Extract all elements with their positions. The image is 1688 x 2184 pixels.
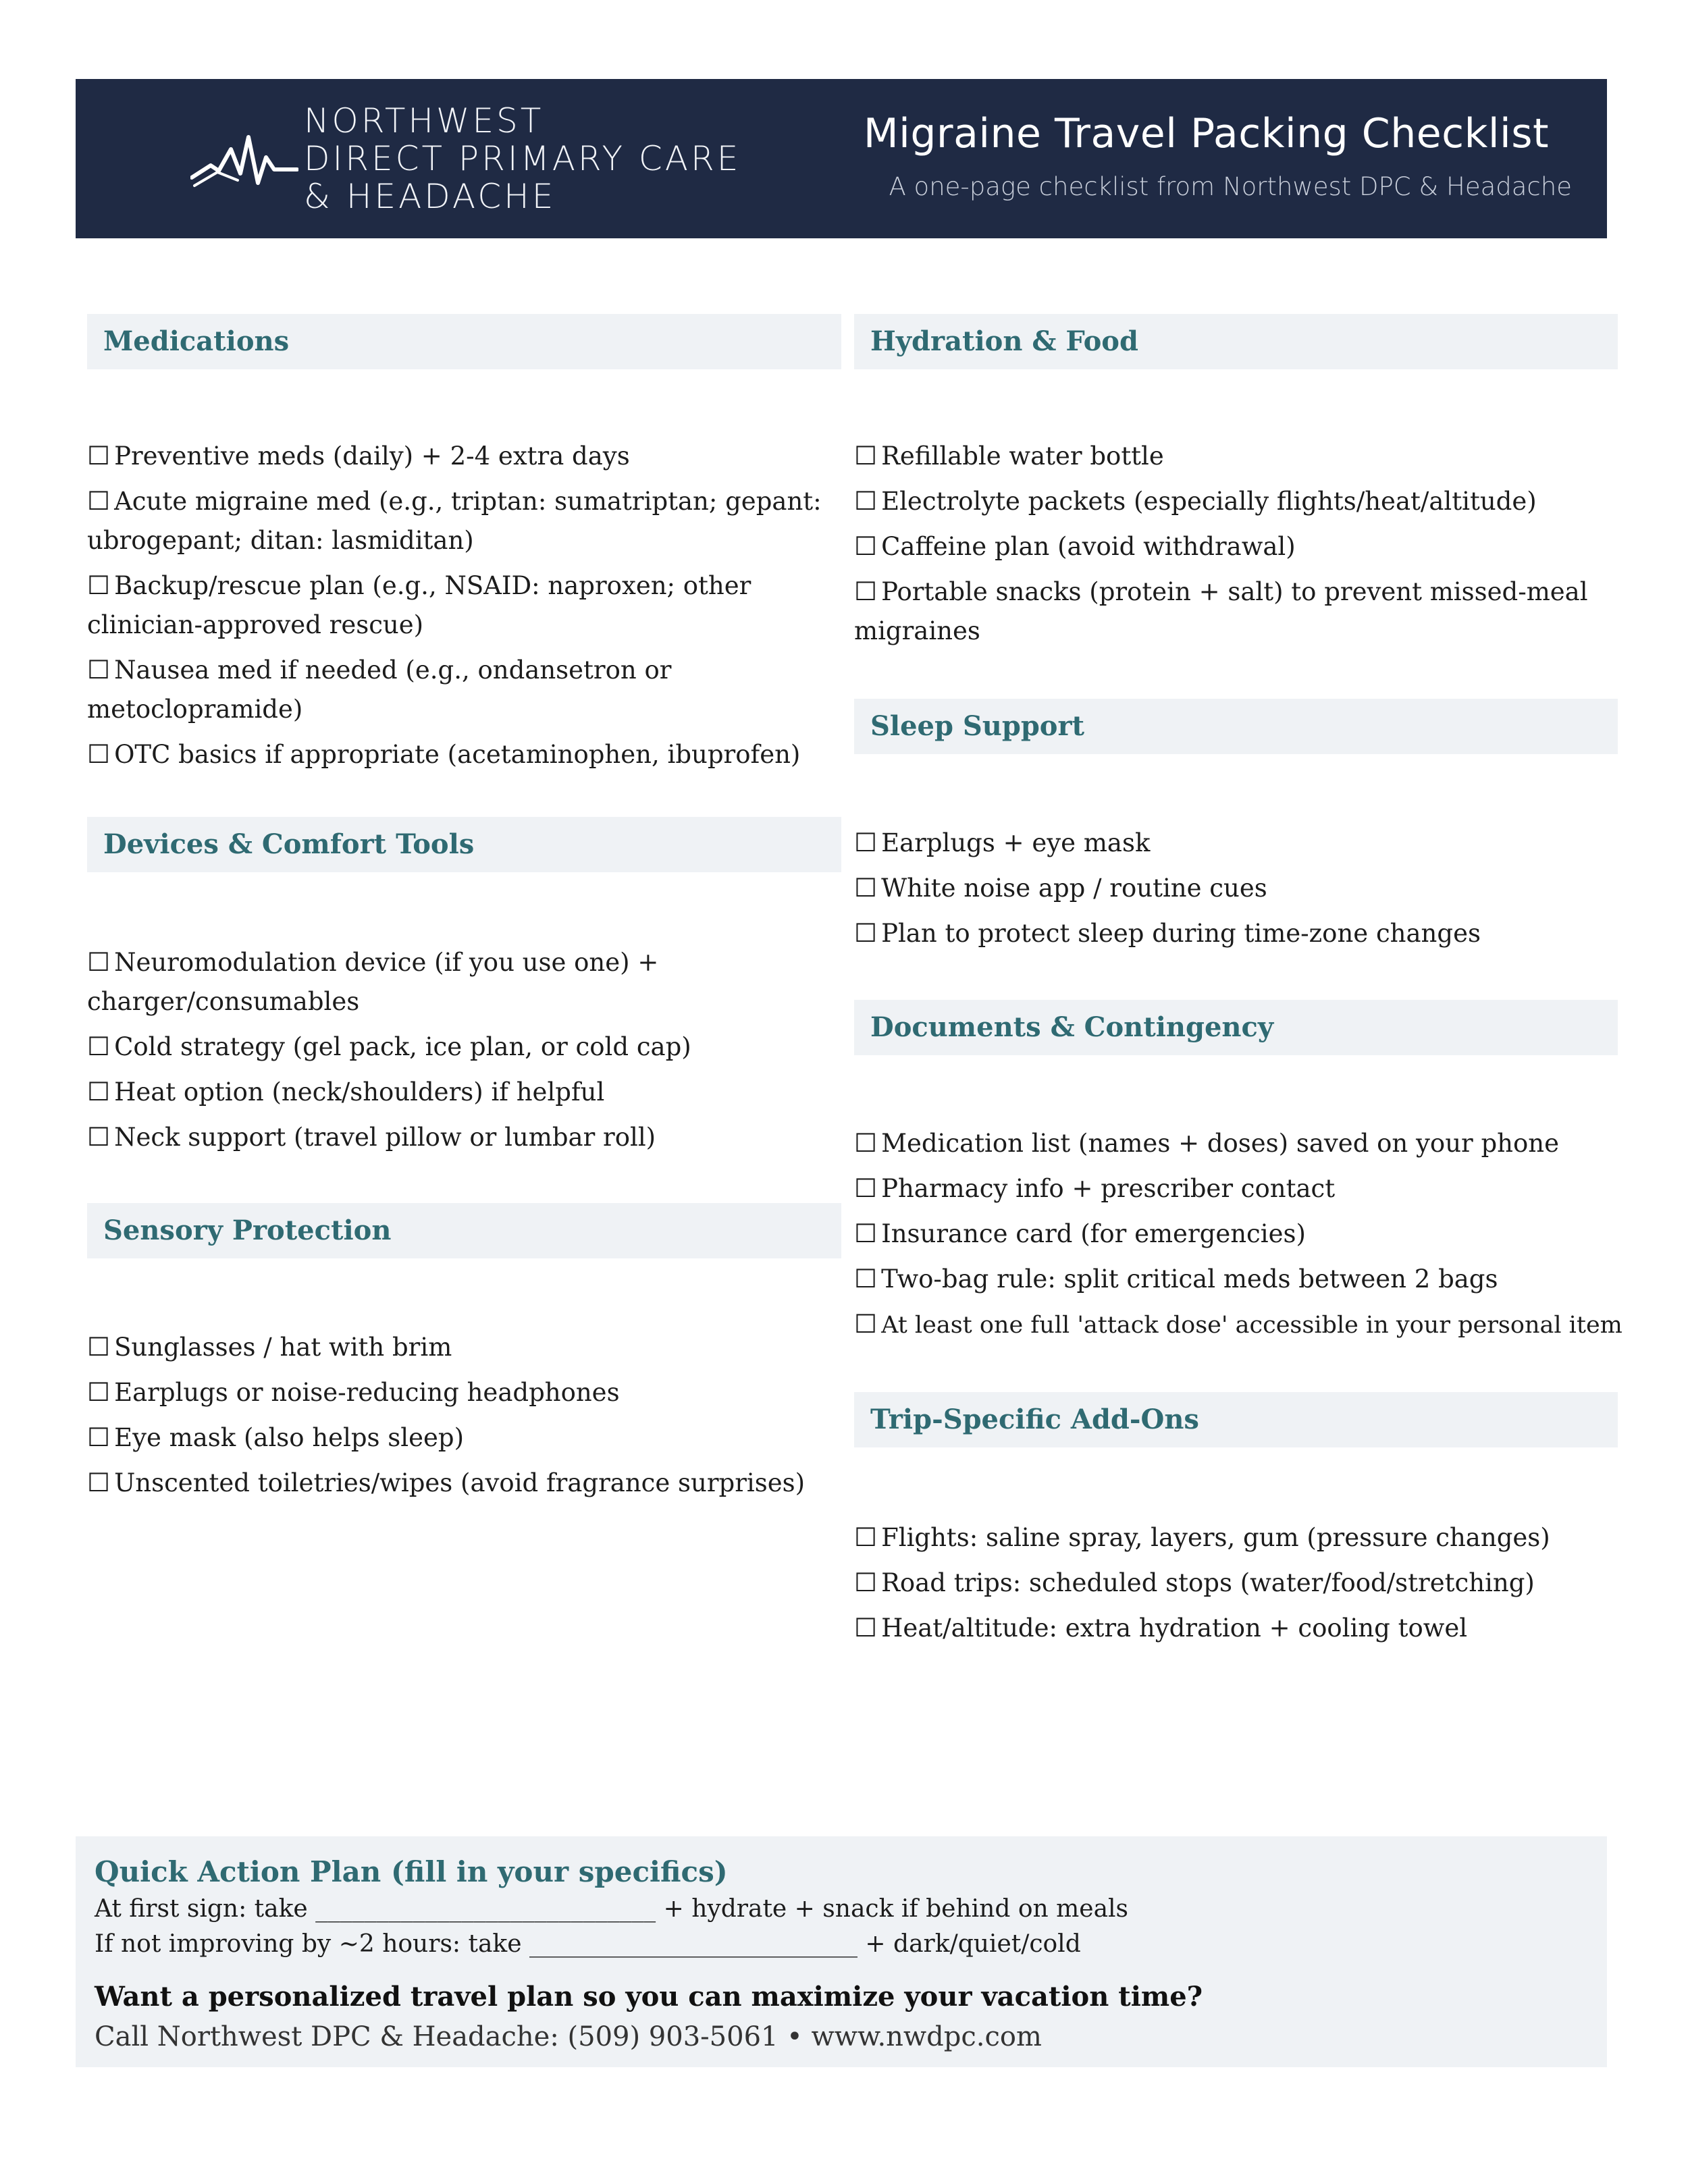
list-item[interactable]: ☐ Earplugs or noise-reducing headphones	[87, 1377, 620, 1407]
section-sleep-heading: Sleep Support	[854, 699, 1618, 754]
section-medications-heading: Medications	[87, 314, 841, 369]
list-item[interactable]: ☐ Caffeine plan (avoid withdrawal)	[854, 531, 1296, 561]
clinic-logo	[190, 102, 744, 217]
section-trip-heading: Trip-Specific Add-Ons	[854, 1392, 1618, 1447]
logo-line-3: & HEADACHE	[304, 177, 556, 216]
checkbox-icon[interactable]: ☐	[854, 1568, 878, 1597]
checkbox-icon[interactable]: ☐	[854, 1309, 878, 1339]
checkbox-icon[interactable]: ☐	[854, 531, 878, 561]
section-sensory-heading: Sensory Protection	[87, 1203, 841, 1258]
action-line-not-improving[interactable]: If not improving by ~2 hours: take ___________________________ + dark/quiet/cold	[95, 1930, 1081, 1958]
checkbox-icon[interactable]: ☐	[87, 1468, 111, 1497]
checkbox-icon[interactable]: ☐	[854, 918, 878, 948]
section-documents-heading: Documents & Contingency	[854, 1000, 1618, 1055]
list-item[interactable]: ☐ Unscented toiletries/wipes (avoid fragrance surprises)	[87, 1468, 806, 1497]
hydration-list	[854, 436, 1610, 656]
checkbox-icon[interactable]: ☐	[87, 1377, 111, 1407]
list-item[interactable]: ☐ OTC basics if appropriate (acetaminophen, ibuprofen)	[87, 739, 801, 769]
list-item[interactable]: ☐ Medication list (names + doses) saved on your phone	[854, 1128, 1559, 1158]
checkbox-icon[interactable]: ☐	[87, 1332, 111, 1362]
header-banner	[76, 79, 1607, 238]
list-item[interactable]: ☐ Sunglasses / hat with brim	[87, 1332, 452, 1362]
documents-list	[854, 1123, 1623, 1350]
devices-list	[87, 942, 830, 1163]
checkbox-icon[interactable]: ☐	[87, 441, 111, 471]
checkbox-icon[interactable]: ☐	[854, 441, 878, 471]
list-item[interactable]: ☐ Earplugs + eye mask	[854, 828, 1151, 857]
checkbox-icon[interactable]: ☐	[854, 873, 878, 903]
checkbox-icon[interactable]: ☐	[854, 1173, 878, 1203]
checkbox-icon[interactable]: ☐	[854, 1613, 878, 1643]
checkbox-icon[interactable]: ☐	[87, 1077, 111, 1107]
checkbox-icon[interactable]: ☐	[854, 828, 878, 857]
list-item[interactable]: ☐ Plan to protect sleep during time-zone changes	[854, 918, 1481, 948]
list-item[interactable]: ☐ Neuromodulation device (if you use one) + charger/consumables	[87, 947, 659, 1016]
quick-action-plan	[76, 1836, 1607, 2067]
checkbox-icon[interactable]: ☐	[87, 486, 111, 516]
list-item[interactable]: ☐ Pharmacy info + prescriber contact	[854, 1173, 1336, 1203]
list-item[interactable]: ☐ Electrolyte packets (especially flights/heat/altitude)	[854, 486, 1537, 516]
checkbox-icon[interactable]: ☐	[87, 947, 111, 977]
list-item[interactable]: ☐ Portable snacks (protein + salt) to prevent missed-meal migraines	[854, 577, 1588, 645]
list-item[interactable]: ☐ Heat option (neck/shoulders) if helpful	[87, 1077, 605, 1107]
list-item[interactable]: ☐ Two-bag rule: split critical meds between 2 bags	[854, 1264, 1498, 1294]
contact-info[interactable]: Call Northwest DPC & Headache: (509) 903-5061 • www.nwdpc.com	[95, 2021, 1042, 2052]
checkbox-icon[interactable]: ☐	[854, 577, 878, 606]
sensory-list	[87, 1327, 830, 1508]
list-item[interactable]: ☐ White noise app / routine cues	[854, 873, 1267, 903]
action-line-first-sign[interactable]: At first sign: take ____________________________ + hydrate + snack if behind on meals	[95, 1895, 1129, 1923]
list-item[interactable]: ☐ Heat/altitude: extra hydration + cooling towel	[854, 1613, 1468, 1643]
checkbox-icon[interactable]: ☐	[87, 570, 111, 600]
medications-list	[87, 436, 830, 780]
list-item[interactable]: ☐ Cold strategy (gel pack, ice plan, or cold cap)	[87, 1032, 691, 1061]
checkbox-icon[interactable]: ☐	[854, 1219, 878, 1248]
checkbox-icon[interactable]: ☐	[87, 1422, 111, 1452]
checkbox-icon[interactable]: ☐	[854, 1264, 878, 1294]
page-title: Migraine Travel Packing Checklist	[863, 110, 1549, 157]
list-item[interactable]: ☐ Refillable water bottle	[854, 441, 1164, 471]
trip-list	[854, 1518, 1610, 1653]
section-devices-heading: Devices & Comfort Tools	[87, 817, 841, 872]
checkbox-icon[interactable]: ☐	[87, 739, 111, 769]
list-item[interactable]: ☐ Insurance card (for emergencies)	[854, 1219, 1306, 1248]
checkbox-icon[interactable]: ☐	[854, 1522, 878, 1552]
checkbox-icon[interactable]: ☐	[87, 1122, 111, 1152]
list-item[interactable]: ☐ Eye mask (also helps sleep)	[87, 1422, 465, 1452]
checkbox-icon[interactable]: ☐	[854, 486, 878, 516]
list-item[interactable]: ☐ Flights: saline spray, layers, gum (pressure changes)	[854, 1522, 1550, 1552]
checkbox-icon[interactable]: ☐	[854, 1128, 878, 1158]
page-subtitle: A one-page checklist from Northwest DPC & Headache	[889, 172, 1572, 201]
section-hydration-heading: Hydration & Food	[854, 314, 1618, 369]
list-item[interactable]: ☐ Backup/rescue plan (e.g., NSAID: naproxen; other clinician-approved rescue)	[87, 570, 751, 639]
list-item[interactable]: ☐ At least one full 'attack dose' accessible in your personal item	[854, 1309, 1623, 1339]
list-item[interactable]: ☐ Road trips: scheduled stops (water/food/stretching)	[854, 1568, 1535, 1597]
call-to-action: Want a personalized travel plan so you can maximize your vacation time?	[95, 1981, 1203, 2013]
checkbox-icon[interactable]: ☐	[87, 655, 111, 685]
logo-line-1: NORTHWEST	[304, 101, 544, 140]
mountain-heartbeat-icon	[190, 130, 298, 188]
quick-action-title: Quick Action Plan (fill in your specifics)	[95, 1855, 728, 1888]
logo-line-2: DIRECT PRIMARY CARE	[304, 139, 741, 178]
checkbox-icon[interactable]: ☐	[87, 1032, 111, 1061]
list-item[interactable]: ☐ Nausea med if needed (e.g., ondansetron or metoclopramide)	[87, 655, 672, 724]
list-item[interactable]: ☐ Acute migraine med (e.g., triptan: sumatriptan; gepant: ubrogepant; ditan: lasmiditan)	[87, 486, 822, 555]
list-item[interactable]: ☐ Preventive meds (daily) + 2-4 extra days	[87, 441, 630, 471]
list-item[interactable]: ☐ Neck support (travel pillow or lumbar roll)	[87, 1122, 656, 1152]
sleep-list	[854, 823, 1610, 959]
